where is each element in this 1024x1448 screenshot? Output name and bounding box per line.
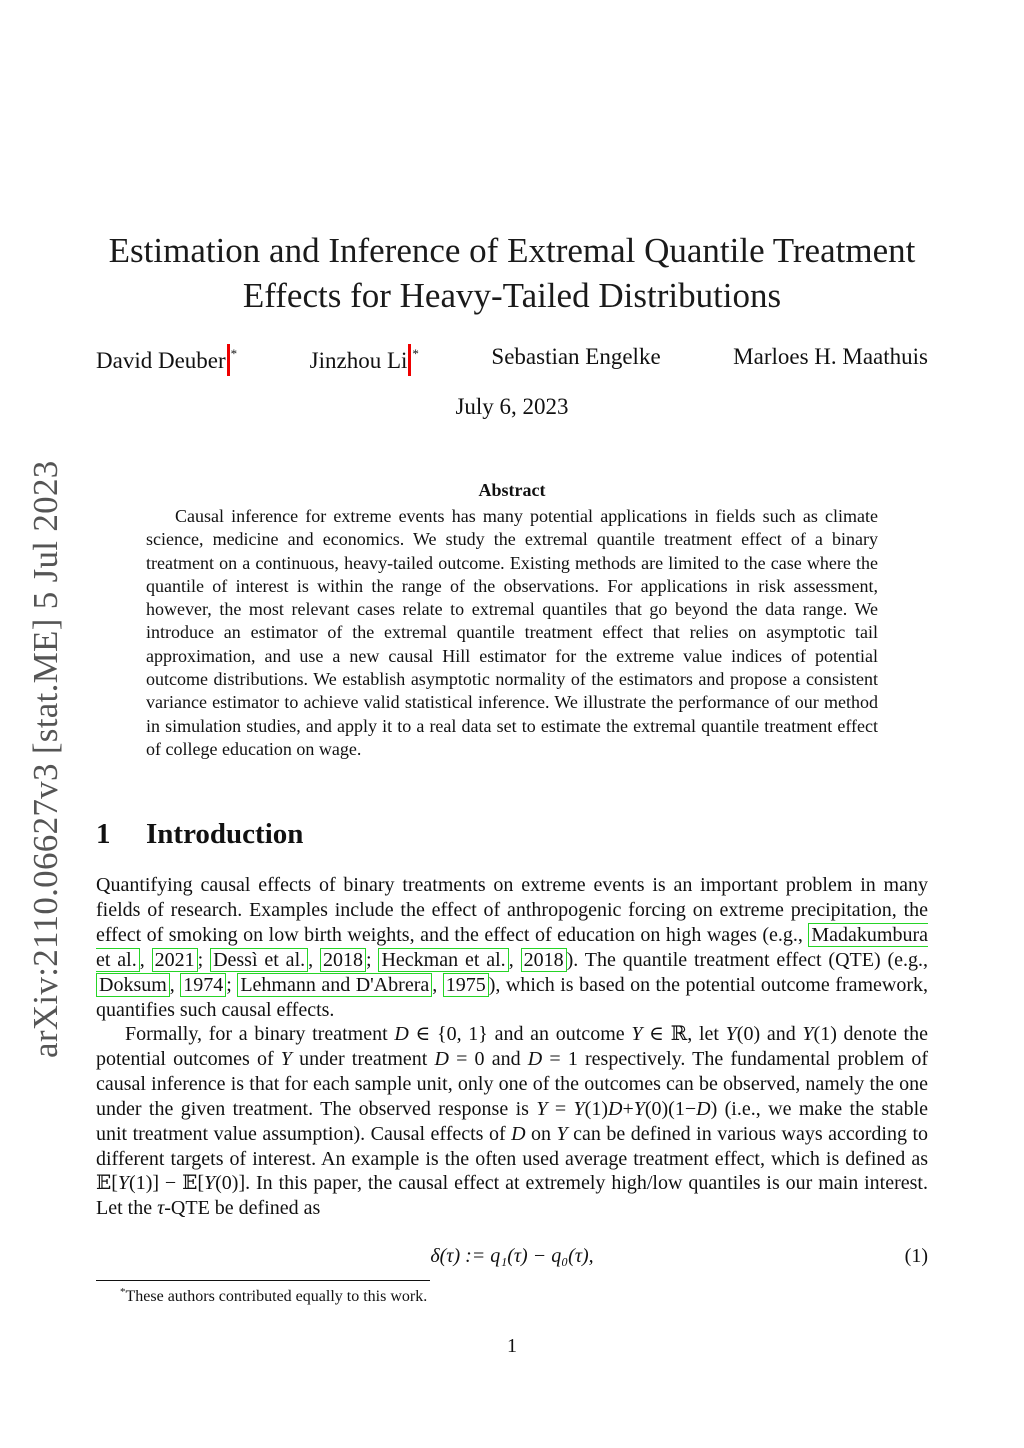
intro-paragraph-1: Quantifying causal effects of binary treatments on extreme events is an important problem in many fields of research. Examples include the effect of anthropogenic forcing on extreme precipitation, the effect of smoking on low birth weights, and the effect of education on high wages (e.g., Madakumbura et al. , 2021 ; Dessì et al. , 2018 ; Heckman et al. , 2018 ). The quantile treatment effect (QTE) (e.g., Doksum , 1974 ; Lehmann and D'Abrera , 1975 ), which is based on the potential outcome framework, quantifies such causal effects. bbox=[96, 874, 929, 1021]
citation-year-link[interactable]: 1974 bbox=[180, 973, 226, 997]
footnote-link[interactable] bbox=[408, 344, 411, 376]
author-list bbox=[96, 344, 928, 376]
abstract-text: Causal inference for extreme events has many potential applications in fields such as climate science, medicine and economics. We study the extremal quantile treatment effect of a binary treatment on a continuous, heavy-tailed outcome. Existing methods are limited to the case where the quantile of interest is within the range of the observations. For applications in risk assessment, however, the most relevant cases relate to extremal quantiles that go beyond the data range. We introduce an estimator of the extremal quantile treatment effect that relies on asymptotic tail approximation, and use a new causal Hill estimator for the extreme value indices of potential outcome distributions. We establish asymptotic normality of the estimators and propose a consistent variance estimator to achieve valid statistical inference. We illustrate the performance of our method in simulation studies, and apply it to a real data set to estimate the extremal quantile treatment effect of college education on wage. bbox=[146, 506, 878, 759]
arxiv-identifier-stamp: arXiv:2110.06627v3 [stat.ME] 5 Jul 2023 bbox=[26, 460, 65, 1058]
intro-paragraph-2: Formally, for a binary treatment D ∈ {0, 1} and an outcome Y ∈ ℝ, let Y(0) and Y(1) denote the potential outcomes of Y under treatment D = 0 and D = 1 respectively. The fundamental problem of causal inference is that for each sample unit, only one of the outcomes can be observed, namely the one under the given treatment. The observed response is Y = Y(1)D+Y(0)(1−D) (i.e., we make the stable unit treatment value assumption). Causal effects of D on Y can be defined in various ways according to different targets of interest. An example is the often used average treatment effect, which is defined as 𝔼[Y(1)] − 𝔼[Y(0)]. In this paper, the causal effect at extremely high/low quantiles is our main interest. Let the τ-QTE be defined as bbox=[96, 1023, 929, 1220]
author-name: David Deuber bbox=[96, 348, 226, 373]
author-2 bbox=[310, 344, 419, 376]
abstract-heading: Abstract bbox=[478, 480, 546, 500]
equation-expression: δ(τ) := q₁(τ) − q₀(τ), bbox=[430, 1245, 594, 1267]
footnote-mark: * bbox=[120, 1286, 126, 1298]
citation-link[interactable]: Heckman et al. bbox=[378, 948, 508, 972]
footnote-divider bbox=[96, 1280, 430, 1281]
paper-title bbox=[80, 228, 944, 318]
author-3 bbox=[491, 344, 660, 376]
page-number: 1 bbox=[507, 1335, 517, 1357]
publication-date: July 6, 2023 bbox=[455, 394, 569, 419]
author-name: Marloes H. Maathuis bbox=[733, 344, 928, 369]
citation-link[interactable]: Madakumbura et al. bbox=[96, 923, 928, 971]
citation-link[interactable]: Dessì et al. bbox=[210, 948, 308, 972]
footnote bbox=[120, 1286, 427, 1306]
section-heading bbox=[96, 818, 303, 851]
citation-year-link[interactable]: 2018 bbox=[521, 948, 567, 972]
equation-number: (1) bbox=[904, 1245, 928, 1267]
footnote-mark: * bbox=[412, 346, 419, 361]
section-number: 1 bbox=[96, 818, 111, 850]
citation-year-link[interactable]: 1975 bbox=[443, 973, 489, 997]
author-name: Sebastian Engelke bbox=[491, 344, 661, 369]
citation-year-link[interactable]: 2018 bbox=[320, 948, 366, 972]
title-line-1: Estimation and Inference of Extremal Quantile Treatment bbox=[108, 231, 916, 270]
footnote-text: These authors contributed equally to this work. bbox=[125, 1288, 428, 1305]
section-title: Introduction bbox=[146, 818, 304, 850]
citation-link[interactable]: Doksum bbox=[96, 973, 170, 997]
footnote-mark: * bbox=[230, 346, 238, 361]
author-1 bbox=[96, 344, 237, 376]
citation-link[interactable]: Lehmann and D'Abrera bbox=[237, 973, 432, 997]
author-name: Jinzhou Li bbox=[309, 348, 408, 373]
title-line-2: Effects for Heavy-Tailed Distributions bbox=[242, 276, 782, 315]
citation-year-link[interactable]: 2021 bbox=[152, 948, 198, 972]
footnote-link[interactable] bbox=[227, 344, 230, 376]
author-4 bbox=[733, 344, 928, 376]
